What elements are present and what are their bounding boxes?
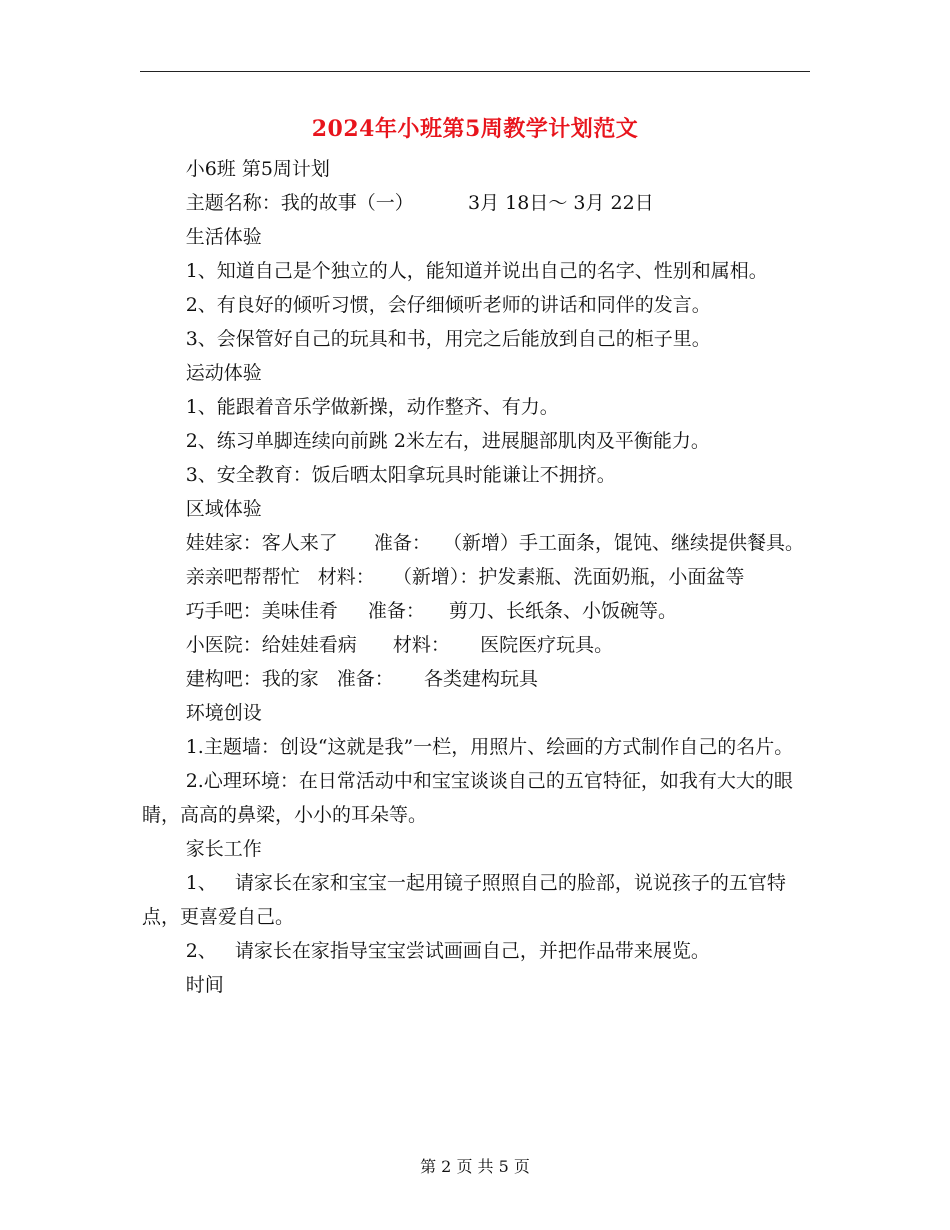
paragraph-environment-2: 2.心理环境：在日常活动中和宝宝谈谈自己的五官特征，如我有大大的眼睛，高高的鼻梁，小小的耳朵等。 — [142, 770, 793, 826]
document-body — [142, 152, 812, 1002]
paragraph-parents-2: 2、 请家长在家指导宝宝尝试画画自己，并把作品带来展览。 — [185, 940, 710, 962]
section-heading-sport: 运动体验 — [185, 362, 262, 384]
paragraph-environment-1: 1.主题墙：创设“这就是我”一栏，用照片、绘画的方式制作自己的名片。 — [185, 736, 794, 758]
paragraph-life-2: 2、有良好的倾听习惯，会仔细倾听老师的讲话和同伴的发言。 — [185, 294, 711, 316]
section-heading-time: 时间 — [185, 974, 224, 996]
paragraph-area-5: 建构吧：我的家 准备： 各类建构玩具 — [185, 668, 539, 690]
page-number: 第 2 页 共 5 页 — [420, 1157, 530, 1176]
section-heading-area: 区域体验 — [185, 498, 262, 520]
paragraph-parents-1: 1、 请家长在家和宝宝一起用镜子照照自己的脸部，说说孩子的五官特点，更喜爱自己。 — [142, 872, 786, 928]
paragraph-life-1: 1、知道自己是个独立的人，能知道并说出自己的名字、性别和属相。 — [185, 260, 768, 282]
paragraph-area-3: 巧手吧：美味佳肴 准备： 剪刀、长纸条、小饭碗等。 — [185, 600, 678, 622]
paragraph-sport-3: 3、安全教育：饭后晒太阳拿玩具时能谦让不拥挤。 — [185, 464, 616, 486]
header-rule — [140, 71, 810, 72]
paragraph-area-4: 小医院：给娃娃看病 材料： 医院医疗玩具。 — [185, 634, 614, 656]
paragraph-sport-1: 1、能跟着音乐学做新操，动作整齐、有力。 — [185, 396, 559, 418]
paragraph-sport-2: 2、练习单脚连续向前跳 2米左右，进展腿部肌肉及平衡能力。 — [185, 430, 710, 452]
document-title: 2024年小班第5周教学计划范文 — [311, 116, 639, 142]
section-heading-environment: 环境创设 — [185, 702, 262, 724]
section-heading-parents: 家长工作 — [185, 838, 262, 860]
paragraph-class-week: 小6班 第5周计划 — [185, 158, 330, 180]
paragraph-area-1: 娃娃家：客人来了 准备： （新增）手工面条，馄饨、继续提供餐具。 — [185, 532, 805, 554]
section-heading-life: 生活体验 — [185, 226, 262, 248]
paragraph-theme: 主题名称：我的故事（一） 3月 18日～ 3月 22日 — [185, 192, 654, 214]
paragraph-area-2: 亲亲吧帮帮忙 材料： （新增）：护发素瓶、洗面奶瓶，小面盆等 — [185, 566, 745, 588]
paragraph-life-3: 3、会保管好自己的玩具和书，用完之后能放到自己的柜子里。 — [185, 328, 711, 350]
